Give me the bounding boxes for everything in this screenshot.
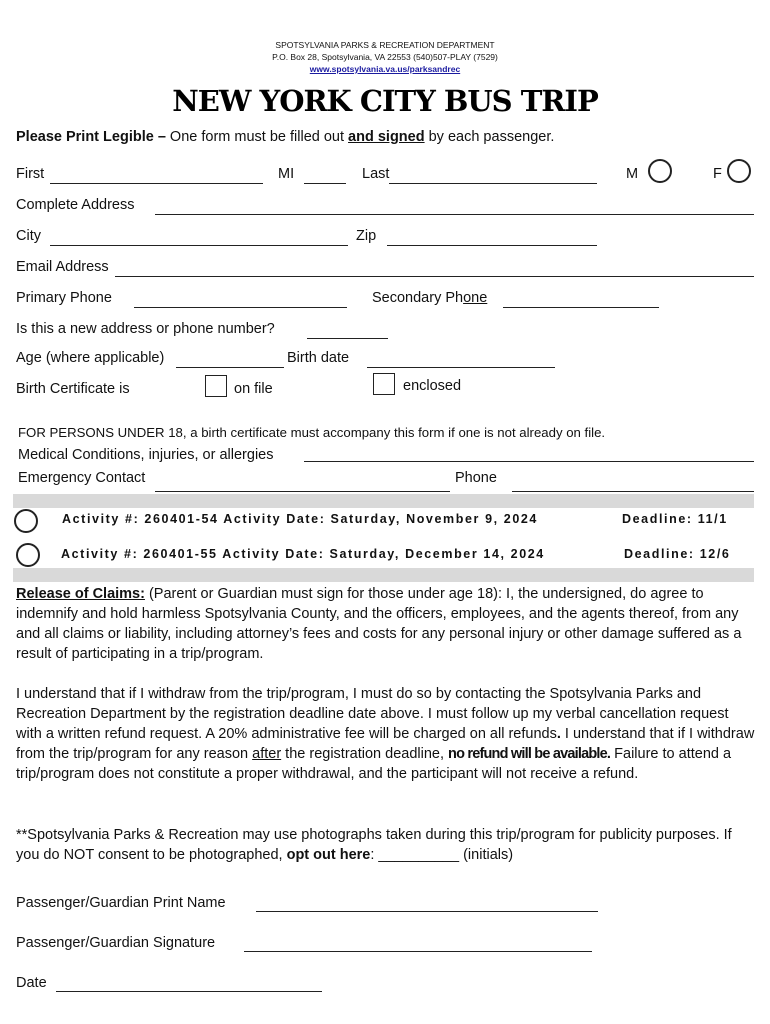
birth-date-label: Birth date: [287, 350, 350, 366]
org-address: P.O. Box 28, Spotsylvania, VA 22553 (540)507-PLAY (7529): [272, 52, 498, 62]
birth-cert-label: Birth Certificate is: [16, 381, 130, 397]
age-field[interactable]: [176, 367, 284, 368]
email-label: Email Address: [16, 259, 109, 275]
new-address-field[interactable]: [307, 338, 388, 339]
withdrawal-text-b: I understand that if I withdraw from the trip/program for any reason: [16, 726, 755, 762]
age-label: Age (where applicable): [16, 350, 165, 366]
first-name-field[interactable]: [50, 183, 263, 184]
withdrawal-text-a: I understand that if I withdraw from the trip/program, I must do so by contacting the Spotsylvania Parks and Recreation Department by the registration deadline date above. I must follow up my verbal cancellation request with a written refund request. A 20% administrative fee will be charged on all refunds: [16, 686, 729, 742]
withdrawal-no-refund: no refund will be available.: [448, 746, 611, 762]
medical-field[interactable]: [304, 461, 754, 462]
org-website-link[interactable]: www.spotsylvania.va.us/parksandrec: [309, 64, 461, 74]
secondary-phone-label: [372, 290, 487, 306]
address-field[interactable]: [155, 214, 754, 215]
birth-date-field[interactable]: [367, 367, 555, 368]
withdrawal-text-d: Failure to attend a trip/program does not constitute a proper withdrawal, and the participant will not receive a refund.: [16, 746, 732, 782]
city-label: City: [16, 228, 41, 244]
withdrawal-text-c: the registration deadline,: [281, 746, 449, 762]
address-label: Complete Address: [16, 197, 135, 213]
photo-consent-text-b: : __________ (initials): [370, 847, 514, 863]
activities-bottom-bar: [13, 568, 754, 582]
activity-1-deadline: Deadline: 11/1: [622, 512, 728, 526]
male-radio[interactable]: [648, 159, 672, 183]
female-label: F: [713, 166, 722, 182]
zip-field[interactable]: [387, 245, 597, 246]
activity-1-text: Activity #: 260401-54 Activity Date: Saturday, November 9, 2024: [62, 512, 538, 526]
primary-phone-field[interactable]: [134, 307, 347, 308]
signature-label: Passenger/Guardian Signature: [16, 935, 216, 951]
opt-out-label: opt out here: [286, 847, 371, 863]
date-label: Date: [16, 975, 47, 991]
emergency-phone-field[interactable]: [512, 491, 754, 492]
withdrawal-dot: .: [556, 726, 561, 742]
date-field[interactable]: [56, 991, 322, 992]
mi-label: MI: [278, 166, 295, 182]
female-radio[interactable]: [727, 159, 751, 183]
secondary-phone-label-a: Secondary Ph: [372, 290, 464, 306]
enclosed-checkbox[interactable]: [373, 373, 395, 395]
org-name: SPOTSYLVANIA PARKS & RECREATION DEPARTMENT: [275, 40, 495, 50]
mi-field[interactable]: [304, 183, 346, 184]
last-name-field[interactable]: [389, 183, 597, 184]
release-paragraph: [16, 584, 756, 664]
activity-2-text: Activity #: 260401-55 Activity Date: Saturday, December 14, 2024: [61, 547, 545, 561]
male-label: M: [626, 166, 639, 182]
city-field[interactable]: [50, 245, 348, 246]
emergency-contact-field[interactable]: [155, 491, 450, 492]
email-field[interactable]: [115, 276, 754, 277]
emergency-phone-label: Phone: [455, 470, 497, 486]
activity-1-radio[interactable]: [14, 509, 38, 533]
withdrawal-paragraph: [16, 684, 756, 784]
release-text: (Parent or Guardian must sign for those under age 18): I, the undersigned, do agree to indemnify and hold harmless Spotsylvania County, and the officers, employees, and the agents thereof, from any and all claims or liability, including attorney’s fees and costs for any personal injury or other damage suffered as a result of participating in a trip/program.: [16, 586, 742, 662]
last-name-label: Last: [362, 166, 390, 182]
secondary-phone-label-b: one: [463, 290, 488, 306]
secondary-phone-field[interactable]: [503, 307, 659, 308]
instructions-signed: and signed: [348, 129, 425, 145]
photo-consent-paragraph: [16, 825, 756, 865]
activities-top-bar: [13, 494, 754, 508]
withdrawal-after: after: [252, 746, 282, 762]
print-name-field[interactable]: [256, 911, 598, 912]
enclosed-label: enclosed: [403, 378, 462, 394]
release-heading: Release of Claims:: [16, 586, 145, 602]
on-file-checkbox[interactable]: [205, 375, 227, 397]
new-address-label: Is this a new address or phone number?: [16, 321, 275, 337]
page-title: NEW YORK CITY BUS TRIP: [172, 84, 598, 118]
photo-consent-text-a: **Spotsylvania Parks & Recreation may use photographs taken during this trip/program for publicity purposes. If you do NOT consent to be photographed,: [16, 827, 732, 863]
print-name-label: Passenger/Guardian Print Name: [16, 895, 226, 911]
signature-field[interactable]: [244, 951, 592, 952]
activity-2-radio[interactable]: [16, 543, 40, 567]
on-file-label: on file: [234, 381, 273, 397]
minor-note: FOR PERSONS UNDER 18, a birth certificate must accompany this form if one is not already on file.: [18, 425, 606, 440]
medical-label: Medical Conditions, injuries, or allergies: [18, 447, 274, 463]
emergency-contact-label: Emergency Contact: [18, 470, 146, 486]
instructions-end: by each passenger.: [424, 129, 555, 145]
zip-label: Zip: [356, 228, 377, 244]
first-name-label: First: [16, 166, 45, 182]
primary-phone-label: Primary Phone: [16, 290, 112, 306]
instructions-mid: One form must be filled out: [165, 129, 349, 145]
instructions-lead: Please Print Legible –: [16, 129, 166, 145]
instructions: [16, 129, 554, 145]
activity-2-deadline: Deadline: 12/6: [624, 547, 731, 561]
